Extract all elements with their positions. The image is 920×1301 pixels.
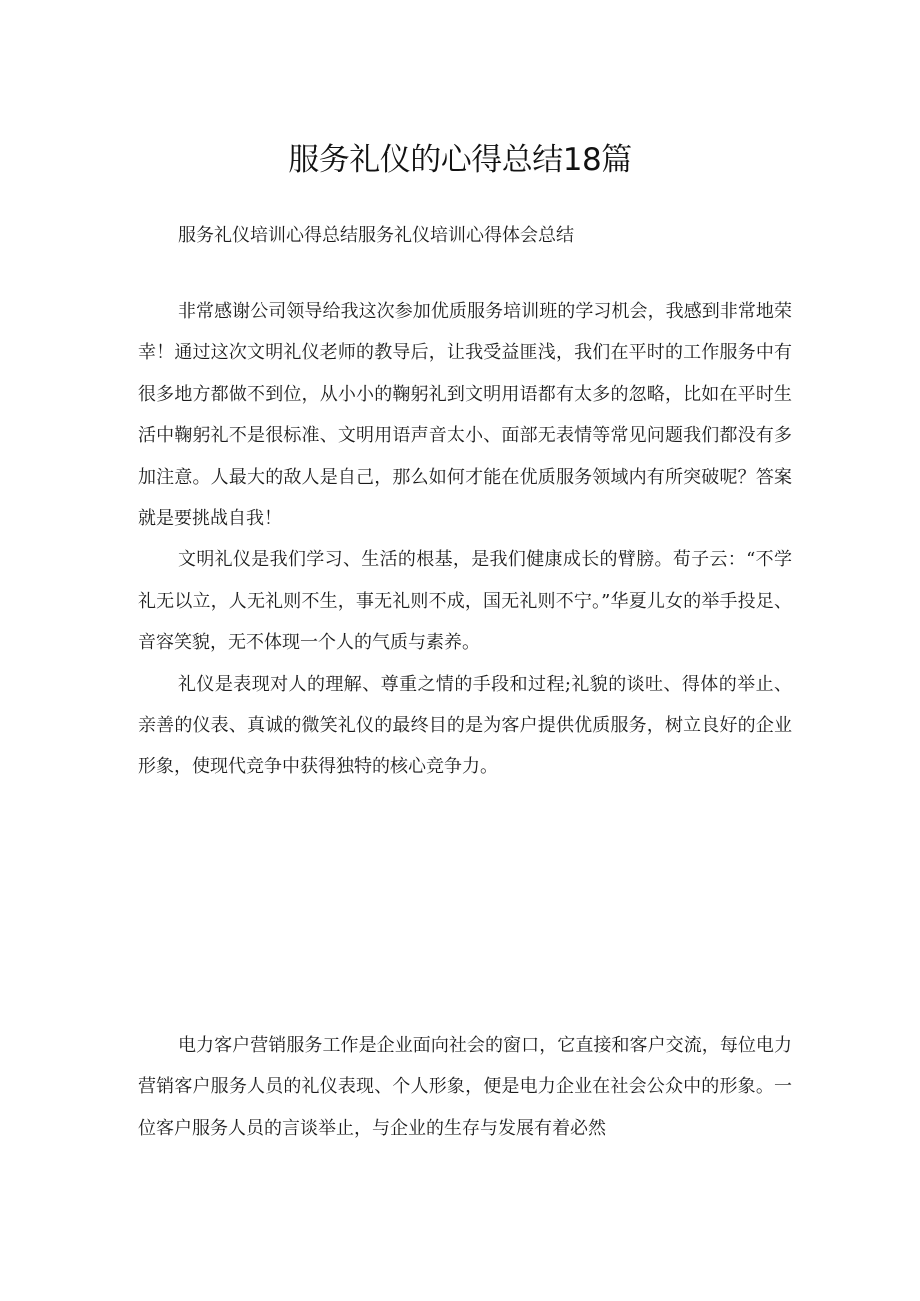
- paragraph-3: 礼仪是表现对人的理解、尊重之情的手段和过程;礼貌的谈吐、得体的举止、亲善的仪表、真诚的微笑礼仪的最终目的是为客户提供优质服务，树立良好的企业形象，使现代竞争中获得独特的核心竞争力。: [138, 673, 792, 778]
- paragraph-1: 非常感谢公司领导给我这次参加优质服务培训班的学习机会，我感到非常地荣幸！通过这次文明礼仪老师的教导后，让我受益匪浅，我们在平时的工作服务中有很多地方都做不到位，从小小的鞠躬礼到文明用语都有太多的忽略，比如在平时生活中鞠躬礼不是很标准、文明用语声音太小、面部无表情等常见问题我们都没有多加注意。人最大的敌人是自己，那么如何才能在优质服务领域内有所突破呢？答案就是要挑战自我！: [138, 301, 792, 530]
- document-subtitle: 服务礼仪培训心得总结服务礼仪培训心得体会总结: [178, 225, 574, 246]
- document-title: 服务礼仪的心得总结18篇: [288, 142, 632, 178]
- paragraph-2: 文明礼仪是我们学习、生活的根基，是我们健康成长的臂膀。荀子云：“不学礼无以立，人无礼则不生，事无礼则不成，国无礼则不宁。”华夏儿女的举手投足、音容笑貌，无不体现一个人的气质与素养。: [138, 549, 792, 654]
- body-section-1: [138, 291, 792, 788]
- body-section-2: [138, 1025, 792, 1149]
- paragraph-4: 电力客户营销服务工作是企业面向社会的窗口，它直接和客户交流，每位电力营销客户服务人员的礼仪表现、个人形象，便是电力企业在社会公众中的形象。一位客户服务人员的言谈举止，与企业的生存与发展有着必然: [138, 1035, 792, 1139]
